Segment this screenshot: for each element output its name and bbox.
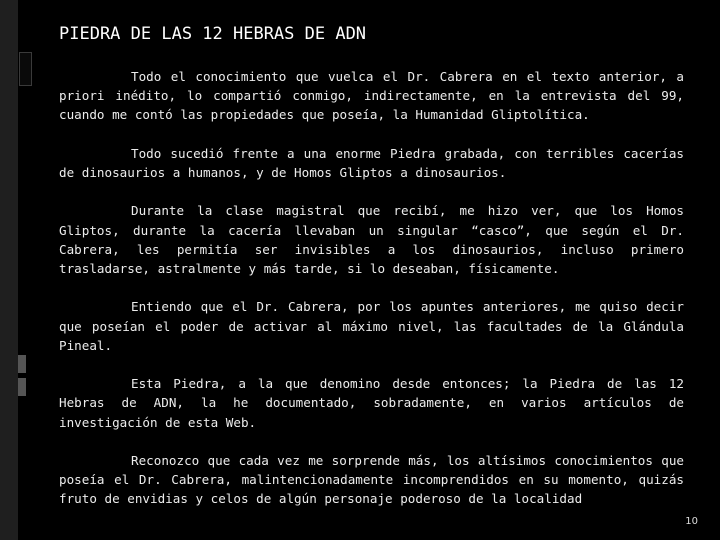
paragraph-6: Reconozco que cada vez me sorprende más, los altísimos conocimientos que poseía el Dr. Cabrera, malintencionadamente incomprendidos en su momento, quizás fruto de envidias y celos de algún personaje poderoso de la localidad [59,452,684,507]
paragraph-3: Durante la clase magistral que recibí, me hizo ver, que los Homos Gliptos, durante la cacería llevaban un singular “casco”, que según el Dr. Cabrera, les permitía ser invisibles a los dinosaurios, incluso primero trasladarse, astralmente y más tarde, si lo deseaban, físicamente. [59,203,684,276]
slide-marker-grey-2 [18,378,26,396]
left-sidebar-bar [0,0,18,540]
slide-marker-black [19,52,32,86]
page-number: 10 [685,516,698,527]
slide-body [59,67,684,509]
slide-title: PIEDRA DE LAS 12 HEBRAS DE ADN [59,24,367,44]
paragraph-5: Esta Piedra, a la que denomino desde entonces; la Piedra de las 12 Hebras de ADN, la he documentado, sobradamente, en varios artículos de investigación de esta Web. [59,376,684,430]
slide-marker-grey-1 [18,355,26,373]
paragraph-1: Todo el conocimiento que vuelca el Dr. Cabrera en el texto anterior, a priori inédito, lo compartió conmigo, indirectamente, en la entrevista del 99, cuando me contó las propiedades que poseía, la Humanidad Gliptolítica. [59,69,684,123]
paragraph-2: Todo sucedió frente a una enorme Piedra grabada, con terribles cacerías de dinosaurios a humanos, y de Homos Gliptos a dinosaurios. [59,145,684,180]
paragraph-4: Entiendo que el Dr. Cabrera, por los apuntes anteriores, me quiso decir que poseían el poder de activar al máximo nivel, las facultades de la Glándula Pineal. [59,299,684,353]
